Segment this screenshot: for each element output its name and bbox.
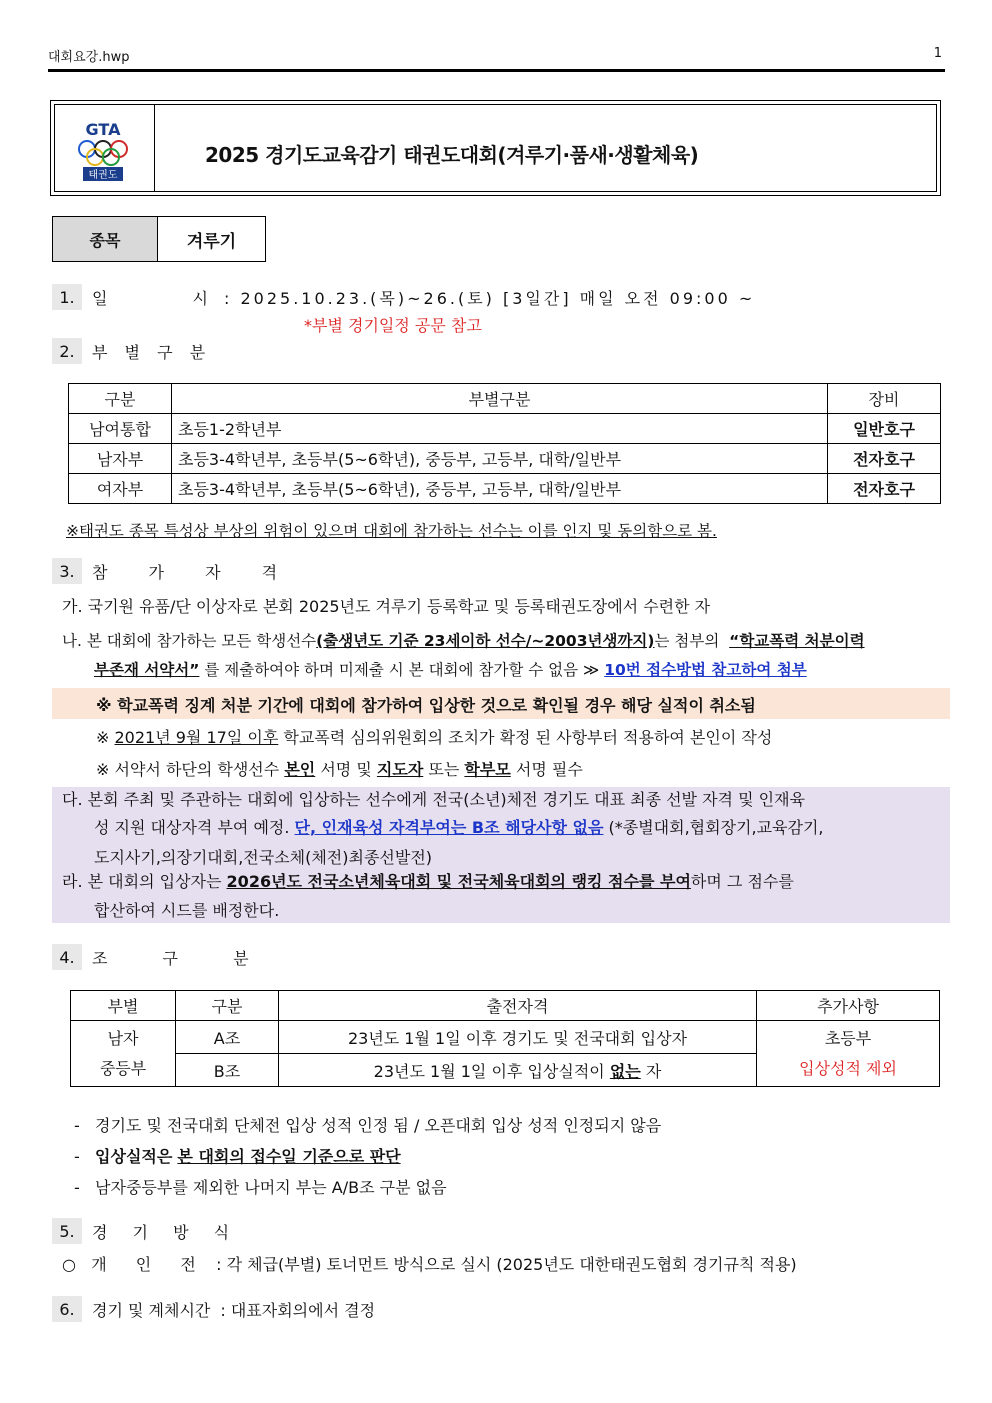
table-cell: 초등3-4학년부, 초등부(5~6학년), 중등부, 고등부, 대학/일반부: [172, 474, 828, 504]
eligibility-na-line2: 부존재 서약서” 를 제출하여야 하며 미제출 시 본 대회에 참가할 수 없음 ≫ 10번 접수방법 참고하여 첨부: [94, 661, 807, 679]
table-cell: 23년도 1월 1일 이후 입상실적이 없는 자: [279, 1054, 757, 1087]
table-cell: A조: [176, 1021, 279, 1054]
note-3: - 남자중등부를 제외한 나머지 부는 A/B조 구분 없음: [74, 1178, 447, 1197]
section-label: 일 시: [92, 288, 208, 308]
logo-top-text: GTA: [85, 120, 121, 139]
section-2: [52, 338, 211, 364]
memo-1: ※ 2021년 9월 17일 이후 학교폭력 심의위원회의 조치가 확정 된 사항부터 적용하여 본인이 작성: [96, 728, 773, 747]
division-table: [68, 383, 941, 504]
title-box: [50, 100, 941, 196]
reception-method-link[interactable]: 10번 접수방법 참고하여 첨부: [604, 661, 807, 679]
group-table: [70, 990, 940, 1087]
table-row: [69, 444, 941, 474]
section-label: 부 별 구 분: [92, 342, 212, 362]
section-label: 경기 및 계체시간: [92, 1300, 211, 1320]
logo-bottom-text: 태권도: [88, 170, 118, 181]
association-logo: [55, 105, 152, 193]
event-value: 겨루기: [186, 231, 237, 252]
section-6: [52, 1296, 375, 1322]
warning-text: ※ 학교폭력 징계 처분 기간에 대회에 참가하여 입상한 것으로 확인될 경우 해당 실적이 취소됨: [96, 696, 756, 715]
eligibility-da-line1: 다. 본회 주최 및 주관하는 대회에 입상하는 선수에게 전국(소년)체전 경기도 대표 최종 선발 자격 및 인재육: [62, 790, 806, 809]
table-cell: 초등부 입상성적 제외: [757, 1021, 940, 1087]
table-cell: 남자 중등부: [71, 1021, 176, 1087]
memo-2: ※ 서약서 하단의 학생선수 본인 서명 및 지도자 또는 학부모 서명 필수: [96, 760, 583, 779]
section-number: 2.: [52, 338, 82, 364]
section-text: : 2025.10.23.(목)~26.(토) [3일간] 매일 오전 09:00 ~: [224, 288, 756, 308]
table-row: [71, 1021, 940, 1054]
table-header: 부별구분: [172, 384, 828, 414]
eligibility-da-line2: 성 지원 대상자격 부여 예정. 단, 인재육성 자격부여는 B조 해당사항 없음 (*종별대회,협회장기,교육감기,: [94, 818, 824, 837]
eligibility-da-line3: 도지사기,의장기대회,전국소체(체전)최종선발전): [94, 848, 433, 867]
section-text: : 대표자회의에서 결정: [220, 1300, 376, 1320]
eligibility-ra-line1: 라. 본 대회의 입상자는 2026년도 전국소년체육대회 및 전국체육대회의 랭킹 점수를 부여하며 그 점수를: [62, 872, 794, 891]
section-label: 참 가 자 격: [92, 562, 296, 582]
injury-note: ※태권도 종목 특성상 부상의 위험이 있으며 대회에 참가하는 선수는 이를 인지 및 동의함으로 봄.: [66, 522, 717, 540]
section-1: [52, 284, 755, 310]
page-title: 2025 경기도교육감기 태권도대회(겨루기·품새·생활체육): [205, 143, 699, 167]
event-box: [52, 216, 266, 262]
section-5: [52, 1218, 229, 1244]
logo-cell: [55, 105, 155, 191]
table-cell: 남여통합: [69, 414, 172, 444]
table-cell: 남자부: [69, 444, 172, 474]
schedule-note: *부별 경기일정 공문 참고: [304, 316, 482, 335]
table-header: 구분: [69, 384, 172, 414]
eligibility-na-line1: 나. 본 대회에 참가하는 모든 학생선수(출생년도 기준 23세이하 선수/~2003년생까지)는 첨부의 “학교폭력 처분이력: [62, 632, 865, 650]
match-method: ○ 개 인 전 : 각 체급(부별) 토너먼트 방식으로 실시 (2025년도 대한태권도협회 경기규칙 적용): [62, 1255, 797, 1274]
section-3: [52, 558, 295, 584]
table-cell: 전자호구: [828, 474, 941, 504]
table-header: 출전자격: [279, 991, 757, 1021]
note-2: - 입상실적은 본 대회의 접수일 기준으로 판단: [74, 1147, 401, 1166]
table-cell: 23년도 1월 1일 이후 경기도 및 전국대회 입상자: [279, 1021, 757, 1054]
table-cell: 일반호구: [828, 414, 941, 444]
section-label: 경 기 방 식: [92, 1222, 230, 1242]
section-4: [52, 944, 249, 970]
table-header-row: [71, 991, 940, 1021]
section-number: 5.: [52, 1218, 82, 1244]
section-number: 1.: [52, 284, 82, 310]
table-header: 부별: [71, 991, 176, 1021]
table-cell: 전자호구: [828, 444, 941, 474]
header-page-number: 1: [933, 46, 942, 61]
table-cell: 여자부: [69, 474, 172, 504]
header-filename: 대회요강.hwp: [48, 50, 130, 65]
section-number: 3.: [52, 558, 82, 584]
table-cell: 초등3-4학년부, 초등부(5~6학년), 중등부, 고등부, 대학/일반부: [172, 444, 828, 474]
table-header: 구분: [176, 991, 279, 1021]
header-rule: [48, 69, 945, 72]
section-number: 6.: [52, 1296, 82, 1322]
note-1: - 경기도 및 전국대회 단체전 입상 성적 인정 됨 / 오픈대회 입상 성적 인정되지 않음: [74, 1116, 662, 1135]
section-label: 조 구 분: [92, 948, 249, 968]
table-row: [69, 414, 941, 444]
table-header-row: [69, 384, 941, 414]
table-cell: B조: [176, 1054, 279, 1087]
table-header: 추가사항: [757, 991, 940, 1021]
table-row: [69, 474, 941, 504]
table-header: 장비: [828, 384, 941, 414]
table-cell: 초등1-2학년부: [172, 414, 828, 444]
section-number: 4.: [52, 944, 82, 970]
event-label: 종목: [53, 217, 158, 261]
eligibility-ga: 가. 국기원 유품/단 이상자로 본회 2025년도 겨루기 등록학교 및 등록태권도장에서 수련한 자: [62, 597, 711, 616]
eligibility-ra-line2: 합산하여 시드를 배정한다.: [94, 901, 280, 920]
